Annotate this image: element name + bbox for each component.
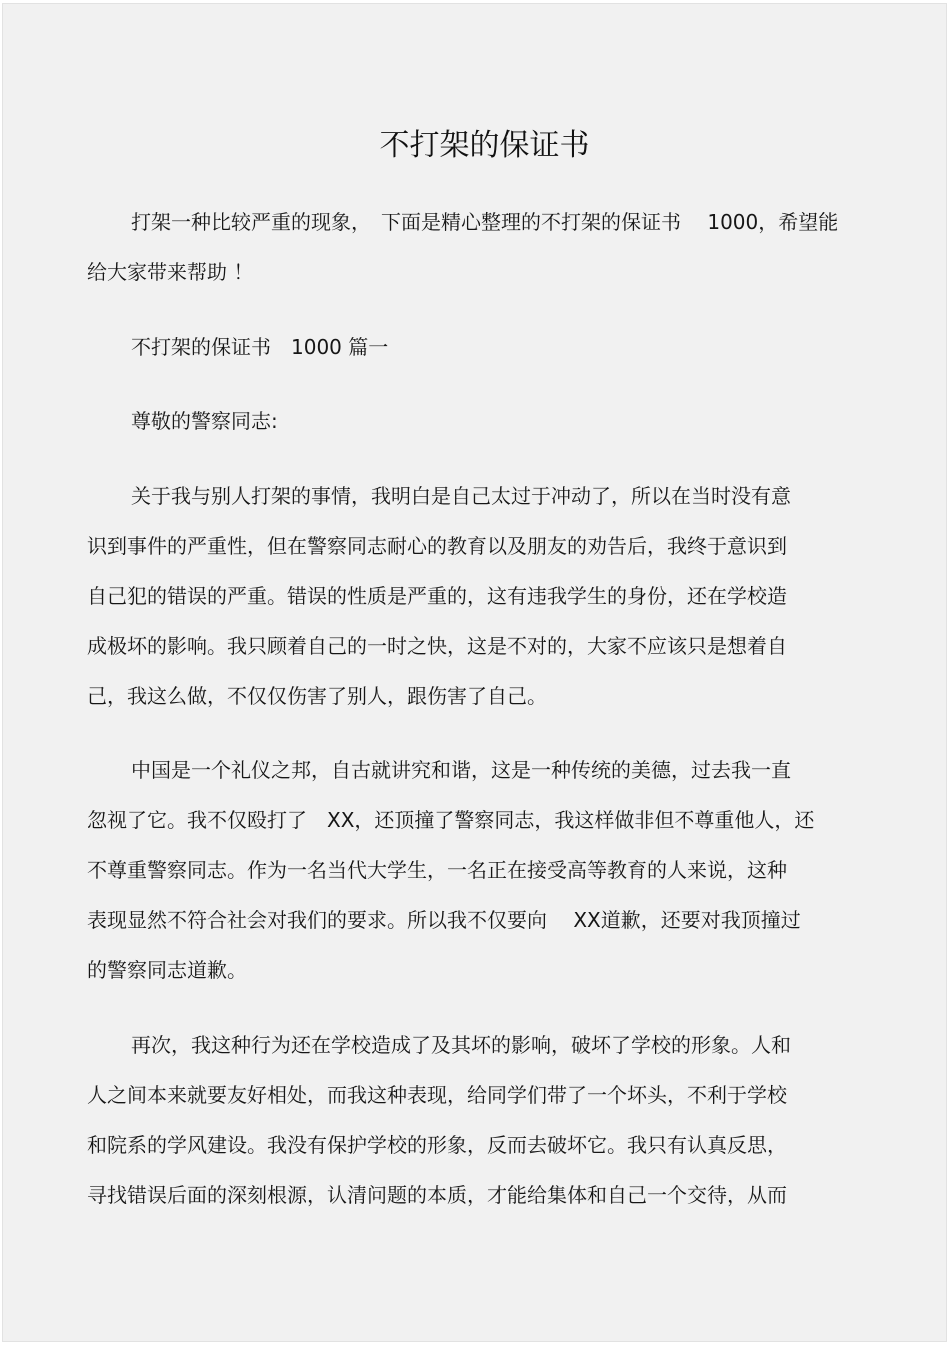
text-line: 打架一种比较严重的现象， 下面是精心整理的不打架的保证书 1000，希望能 xyxy=(131,210,839,234)
text-line: 人之间本来就要友好相处，而我这种表现，给同学们带了一个坏头，不利于学校 xyxy=(87,1083,787,1107)
document-title: 不打架的保证书 xyxy=(379,128,590,163)
text-line: 和院系的学风建设。我没有保护学校的形象，反而去破坏它。我只有认真反思， xyxy=(87,1133,787,1157)
text-line: 表现显然不符合社会对我们的要求。所以我不仅要向 XX道歉，还要对我顶撞过 xyxy=(87,908,801,932)
section-heading: 不打架的保证书 1000 篇一 xyxy=(131,335,389,359)
document-page xyxy=(2,3,947,1342)
salutation: 尊敬的警察同志: xyxy=(131,409,278,433)
text-line: 给大家带来帮助 ！ xyxy=(87,260,254,284)
text-line: 成极坏的影响。我只顾着自己的一时之快，这是不对的，大家不应该只是想着自 xyxy=(87,634,787,658)
text-line: 再次，我这种行为还在学校造成了及其坏的影响，破坏了学校的形象。人和 xyxy=(131,1033,791,1057)
text-line: 识到事件的严重性，但在警察同志耐心的教育以及朋友的劝告后，我终于意识到 xyxy=(87,534,787,558)
text-line: 己，我这么做，不仅仅伤害了别人，跟伤害了自己。 xyxy=(87,684,547,708)
text-line: 忽视了它。我不仅殴打了 XX，还顶撞了警察同志，我这样做非但不尊重他人，还 xyxy=(87,808,815,832)
text-line: 关于我与别人打架的事情，我明白是自己太过于冲动了，所以在当时没有意 xyxy=(131,484,791,508)
text-line: 寻找错误后面的深刻根源，认清问题的本质，才能给集体和自己一个交待，从而 xyxy=(87,1183,787,1207)
text-line: 不尊重警察同志。作为一名当代大学生，一名正在接受高等教育的人来说，这种 xyxy=(87,858,787,882)
text-line: 自己犯的错误的严重。错误的性质是严重的，这有违我学生的身份，还在学校造 xyxy=(87,584,787,608)
text-line: 的警察同志道歉。 xyxy=(87,958,247,982)
text-line: 中国是一个礼仪之邦，自古就讲究和谐，这是一种传统的美德，过去我一直 xyxy=(131,758,791,782)
